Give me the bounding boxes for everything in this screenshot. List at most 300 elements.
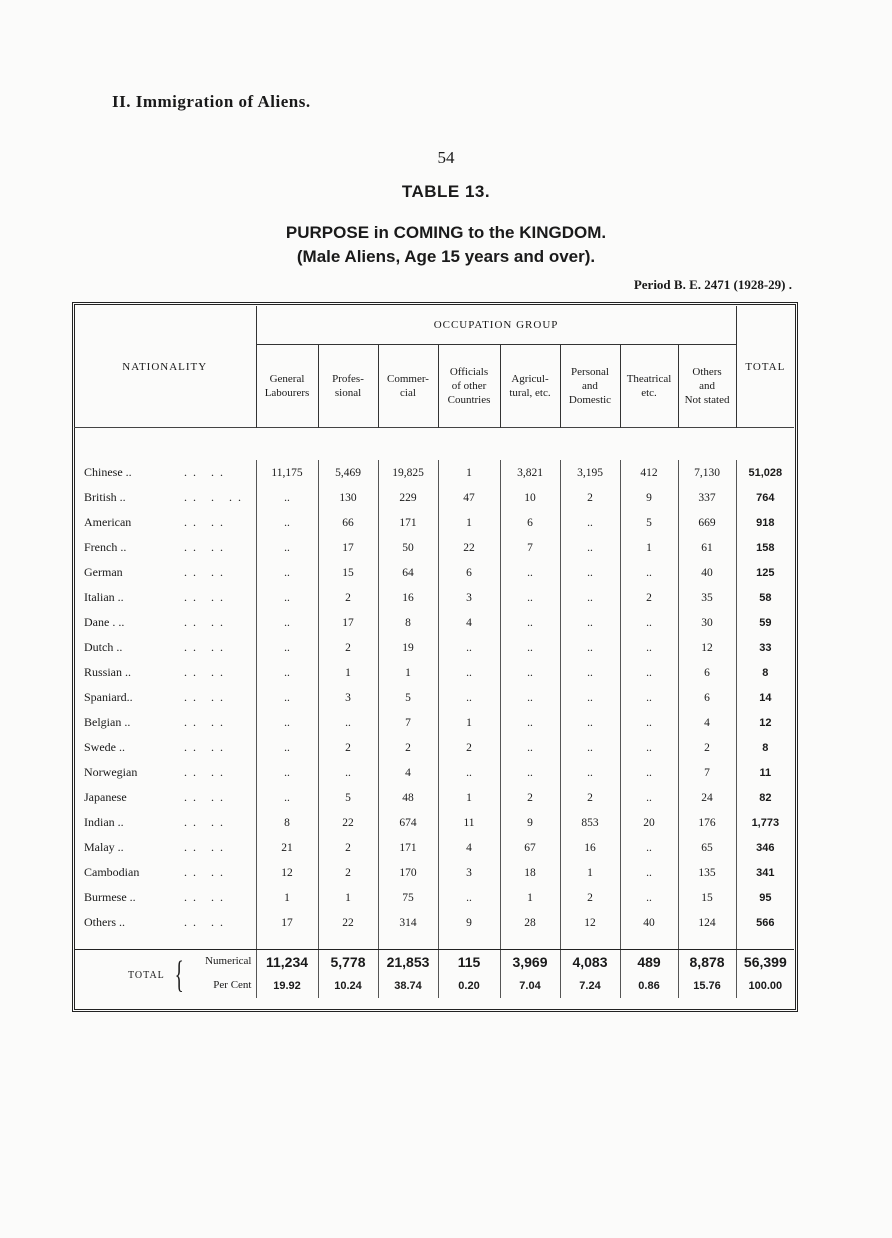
value-cell: 1 <box>620 535 678 560</box>
nationality-cell <box>74 885 256 910</box>
occupation-column-header <box>560 345 620 428</box>
leader-dots: .. .. <box>184 715 229 729</box>
row-total-cell: 8 <box>762 666 769 679</box>
row-total-cell: 33 <box>759 641 772 654</box>
value-cell: 1 <box>500 885 560 910</box>
value-cell: .. <box>560 610 620 635</box>
value-cell: 16 <box>560 835 620 860</box>
total-numerical-cell: 489 <box>620 950 678 975</box>
value-cell: 171 <box>378 510 438 535</box>
nationality-cell <box>74 710 256 735</box>
value-cell: .. <box>620 885 678 910</box>
row-total-cell: 14 <box>759 691 772 704</box>
value-cell: 1 <box>318 885 378 910</box>
header-line: tural, etc. <box>509 387 551 399</box>
leader-dots: .. . .. <box>184 490 247 504</box>
total-percent-cell: 15.76 <box>678 974 736 998</box>
nationality-cell <box>74 760 256 785</box>
value-cell: .. <box>318 760 378 785</box>
value-cell: 1 <box>318 660 378 685</box>
row-total-cell: 125 <box>756 566 775 579</box>
value-cell: 17 <box>318 535 378 560</box>
header-line: Personal <box>571 366 609 378</box>
value-cell: 5 <box>378 685 438 710</box>
table-row <box>74 835 794 860</box>
value-cell: 7 <box>500 535 560 560</box>
value-cell: 135 <box>678 860 736 885</box>
table-row <box>74 560 794 585</box>
value-cell: .. <box>256 685 318 710</box>
row-total-cell: 11 <box>759 766 772 779</box>
total-percent-cell: 7.04 <box>500 974 560 998</box>
value-cell: 17 <box>318 610 378 635</box>
period-label: Period B. E. 2471 (1928-29) . <box>633 277 792 292</box>
row-total-cell: 59 <box>759 616 772 629</box>
table-row <box>74 685 794 710</box>
occupation-column-header <box>256 345 318 428</box>
value-cell: .. <box>500 585 560 610</box>
value-cell: .. <box>256 585 318 610</box>
nationality-name: Cambodian <box>84 865 140 879</box>
occupation-group-header: OCCUPATION GROUP <box>256 306 736 345</box>
value-cell: 124 <box>678 910 736 935</box>
leader-dots: .. .. <box>184 690 229 704</box>
leader-dots: .. .. <box>184 790 229 804</box>
nationality-cell <box>74 735 256 760</box>
value-cell: 171 <box>378 835 438 860</box>
value-cell: 19 <box>378 635 438 660</box>
value-cell: .. <box>500 610 560 635</box>
value-cell: 3 <box>438 860 500 885</box>
table-title <box>0 221 892 269</box>
value-cell: .. <box>256 610 318 635</box>
value-cell: .. <box>500 685 560 710</box>
nationality-cell <box>74 910 256 935</box>
value-cell: 22 <box>318 810 378 835</box>
value-cell: .. <box>620 660 678 685</box>
value-cell: 5 <box>318 785 378 810</box>
value-cell: 2 <box>560 885 620 910</box>
table-row <box>74 510 794 535</box>
header-line: of other <box>451 380 487 392</box>
grand-total-cell: 56,399 <box>743 954 787 970</box>
value-cell: .. <box>438 685 500 710</box>
page-number: 54 <box>437 148 455 167</box>
leader-dots: .. .. <box>184 590 229 604</box>
total-percent-cell: 38.74 <box>378 974 438 998</box>
header-line: Theatrical <box>626 373 672 385</box>
header-line: and <box>582 380 598 392</box>
leader-dots: .. .. <box>184 640 229 654</box>
value-cell: 75 <box>378 885 438 910</box>
value-cell: 176 <box>678 810 736 835</box>
value-cell: .. <box>620 685 678 710</box>
total-percent-cell: 0.86 <box>620 974 678 998</box>
table-row <box>74 610 794 635</box>
value-cell: .. <box>560 560 620 585</box>
leader-dots: .. .. <box>184 890 229 904</box>
value-cell: 30 <box>678 610 736 635</box>
total-numerical-cell: 3,969 <box>500 950 560 975</box>
value-cell: 20 <box>620 810 678 835</box>
total-numerical-cell: 11,234 <box>256 950 318 975</box>
nationality-name: Burmese .. <box>84 890 136 904</box>
value-cell: 67 <box>500 835 560 860</box>
value-cell: 24 <box>678 785 736 810</box>
value-cell: .. <box>620 710 678 735</box>
totals-numerical-row <box>74 950 794 975</box>
row-total-cell: 58 <box>759 591 772 604</box>
nationality-name: Japanese <box>84 790 127 804</box>
value-cell: .. <box>620 785 678 810</box>
value-cell: .. <box>620 735 678 760</box>
leader-dots: .. .. <box>184 840 229 854</box>
totals-label: TOTAL <box>128 970 165 981</box>
value-cell: 1 <box>560 860 620 885</box>
value-cell: 21 <box>256 835 318 860</box>
value-cell: 314 <box>378 910 438 935</box>
leader-dots: .. .. <box>184 465 229 479</box>
value-cell: 6 <box>500 510 560 535</box>
nationality-name: Italian .. <box>84 590 124 604</box>
table-row <box>74 785 794 810</box>
occupation-column-header <box>318 345 378 428</box>
value-cell: .. <box>620 860 678 885</box>
nationality-cell <box>74 535 256 560</box>
value-cell: 1 <box>378 660 438 685</box>
nationality-name: Malay .. <box>84 840 124 854</box>
value-cell: 22 <box>438 535 500 560</box>
value-cell: 1 <box>438 460 500 485</box>
nationality-cell <box>74 610 256 635</box>
value-cell: 6 <box>678 660 736 685</box>
value-cell: 61 <box>678 535 736 560</box>
nationality-cell <box>74 460 256 485</box>
table-row <box>74 860 794 885</box>
nationality-cell <box>74 810 256 835</box>
nationality-header: NATIONALITY <box>74 306 256 428</box>
leader-dots: .. .. <box>184 915 229 929</box>
value-cell: 4 <box>438 835 500 860</box>
value-cell: 2 <box>500 785 560 810</box>
value-cell: 170 <box>378 860 438 885</box>
value-cell: .. <box>256 660 318 685</box>
table-row <box>74 460 794 485</box>
value-cell: 1 <box>438 785 500 810</box>
value-cell: .. <box>560 585 620 610</box>
leader-dots: .. .. <box>184 765 229 779</box>
nationality-cell <box>74 635 256 660</box>
value-cell: 22 <box>318 910 378 935</box>
value-cell: .. <box>438 885 500 910</box>
occupation-column-header <box>500 345 560 428</box>
value-cell: 64 <box>378 560 438 585</box>
value-cell: 8 <box>378 610 438 635</box>
value-cell: 3,821 <box>500 460 560 485</box>
brace-icon: { <box>174 954 184 996</box>
value-cell: .. <box>560 535 620 560</box>
value-cell: 35 <box>678 585 736 610</box>
leader-dots: .. .. <box>184 615 229 629</box>
value-cell: 229 <box>378 485 438 510</box>
table-row <box>74 535 794 560</box>
value-cell: 12 <box>678 635 736 660</box>
value-cell: 50 <box>378 535 438 560</box>
leader-dots: .. .. <box>184 815 229 829</box>
value-cell: .. <box>256 510 318 535</box>
header-line: Not stated <box>684 394 730 406</box>
totals-label-cell <box>74 950 256 999</box>
table-row <box>74 710 794 735</box>
value-cell: .. <box>500 560 560 585</box>
nationality-cell <box>74 560 256 585</box>
value-cell: 40 <box>620 910 678 935</box>
header-line: Profes- <box>332 373 364 385</box>
percent-total-cell: 100.00 <box>748 980 783 992</box>
nationality-name: Russian .. <box>84 665 132 679</box>
nationality-name: Swede .. <box>84 740 125 754</box>
nationality-name: Chinese .. <box>84 465 132 479</box>
value-cell: 674 <box>378 810 438 835</box>
nationality-cell <box>74 785 256 810</box>
section-heading: II. Immigration of Aliens. <box>112 92 311 111</box>
nationality-name: Others .. <box>84 915 125 929</box>
value-cell: 2 <box>560 785 620 810</box>
value-cell: .. <box>620 835 678 860</box>
table-row <box>74 810 794 835</box>
value-cell: 7 <box>678 760 736 785</box>
row-total-cell: 764 <box>756 491 775 504</box>
value-cell: 18 <box>500 860 560 885</box>
header-line: Labourers <box>264 387 310 399</box>
nationality-cell <box>74 510 256 535</box>
value-cell: 2 <box>318 585 378 610</box>
occupation-column-header <box>620 345 678 428</box>
value-cell: 4 <box>378 760 438 785</box>
value-cell: .. <box>256 785 318 810</box>
title-line-2: (Male Aliens, Age 15 years and over). <box>296 247 596 266</box>
table-row <box>74 485 794 510</box>
row-total-cell: 346 <box>756 841 775 854</box>
nationality-name: Norwegian <box>84 765 138 779</box>
header-line: Others <box>692 366 722 378</box>
value-cell: 48 <box>378 785 438 810</box>
value-cell: 2 <box>560 485 620 510</box>
row-total-cell: 918 <box>756 516 775 529</box>
value-cell: .. <box>620 560 678 585</box>
value-cell: 7,130 <box>678 460 736 485</box>
value-cell: 65 <box>678 835 736 860</box>
row-total-cell: 341 <box>756 866 775 879</box>
value-cell: 2 <box>678 735 736 760</box>
header-line: Domestic <box>568 394 612 406</box>
value-cell: .. <box>256 710 318 735</box>
header-line: Agricul- <box>511 373 549 385</box>
value-cell: 2 <box>318 860 378 885</box>
value-cell: .. <box>560 685 620 710</box>
value-cell: 1 <box>438 510 500 535</box>
value-cell: .. <box>560 735 620 760</box>
leader-dots: .. .. <box>184 740 229 754</box>
total-numerical-cell: 21,853 <box>378 950 438 975</box>
header-line: etc. <box>641 387 657 399</box>
row-total-cell: 8 <box>762 741 769 754</box>
header-line: Countries <box>447 394 491 406</box>
value-cell: 19,825 <box>378 460 438 485</box>
value-cell: 9 <box>500 810 560 835</box>
row-total-cell: 51,028 <box>748 466 783 479</box>
value-cell: 7 <box>378 710 438 735</box>
table-row <box>74 585 794 610</box>
nationality-name: French .. <box>84 540 127 554</box>
value-cell: 2 <box>318 735 378 760</box>
value-cell: 47 <box>438 485 500 510</box>
value-cell: 3 <box>318 685 378 710</box>
header-line: Commer- <box>387 373 429 385</box>
row-total-cell: 12 <box>759 716 772 729</box>
value-cell: 5 <box>620 510 678 535</box>
value-cell: .. <box>438 760 500 785</box>
title-line-1: PURPOSE in COMING to the KINGDOM. <box>285 223 607 242</box>
total-percent-cell: 19.92 <box>256 974 318 998</box>
row-total-cell: 95 <box>759 891 772 904</box>
value-cell: 1 <box>256 885 318 910</box>
header-line: and <box>699 380 715 392</box>
row-total-cell: 158 <box>756 541 775 554</box>
value-cell: .. <box>256 635 318 660</box>
value-cell: 17 <box>256 910 318 935</box>
value-cell: .. <box>620 610 678 635</box>
value-cell: .. <box>620 635 678 660</box>
total-percent-cell: 10.24 <box>318 974 378 998</box>
value-cell: 1 <box>438 710 500 735</box>
nationality-name: American <box>84 515 132 529</box>
value-cell: 66 <box>318 510 378 535</box>
table-row <box>74 910 794 935</box>
value-cell: 11,175 <box>256 460 318 485</box>
nationality-name: Indian .. <box>84 815 124 829</box>
percent-label: Per Cent <box>213 979 252 991</box>
value-cell: .. <box>560 660 620 685</box>
numerical-label: Numerical <box>205 955 252 967</box>
header-line: sional <box>334 387 362 399</box>
value-cell: .. <box>256 560 318 585</box>
leader-dots: .. .. <box>184 540 229 554</box>
nationality-cell <box>74 860 256 885</box>
nationality-name: Belgian .. <box>84 715 131 729</box>
value-cell: 669 <box>678 510 736 535</box>
value-cell: .. <box>560 635 620 660</box>
row-total-cell: 82 <box>759 791 772 804</box>
leader-dots: .. .. <box>184 565 229 579</box>
nationality-cell <box>74 660 256 685</box>
table-label: TABLE 13. <box>401 182 491 201</box>
value-cell: 4 <box>438 610 500 635</box>
table-row <box>74 635 794 660</box>
table-row <box>74 735 794 760</box>
value-cell: .. <box>318 710 378 735</box>
nationality-name: Dane . .. <box>84 615 125 629</box>
total-percent-cell: 0.20 <box>438 974 500 998</box>
value-cell: 3,195 <box>560 460 620 485</box>
value-cell: 337 <box>678 485 736 510</box>
value-cell: .. <box>256 535 318 560</box>
value-cell: .. <box>620 760 678 785</box>
value-cell: 3 <box>438 585 500 610</box>
value-cell: .. <box>256 735 318 760</box>
total-percent-cell: 7.24 <box>560 974 620 998</box>
nationality-cell <box>74 685 256 710</box>
value-cell: 5,469 <box>318 460 378 485</box>
nationality-name: Dutch .. <box>84 640 123 654</box>
leader-dots: .. .. <box>184 865 229 879</box>
occupation-column-header <box>678 345 736 428</box>
value-cell: 8 <box>256 810 318 835</box>
value-cell: 12 <box>256 860 318 885</box>
value-cell: .. <box>560 510 620 535</box>
value-cell: 10 <box>500 485 560 510</box>
occupation-column-header <box>378 345 438 428</box>
occupation-column-header <box>438 345 500 428</box>
leader-dots: .. .. <box>184 515 229 529</box>
nationality-cell <box>74 585 256 610</box>
value-cell: .. <box>438 635 500 660</box>
spacer-row <box>74 438 794 460</box>
value-cell: 15 <box>318 560 378 585</box>
value-cell: 40 <box>678 560 736 585</box>
value-cell: 9 <box>620 485 678 510</box>
total-numerical-cell: 5,778 <box>318 950 378 975</box>
value-cell: 853 <box>560 810 620 835</box>
value-cell: .. <box>438 660 500 685</box>
value-cell: 12 <box>560 910 620 935</box>
value-cell: 130 <box>318 485 378 510</box>
value-cell: 2 <box>318 835 378 860</box>
nationality-cell <box>74 485 256 510</box>
total-numerical-cell: 8,878 <box>678 950 736 975</box>
value-cell: 2 <box>620 585 678 610</box>
value-cell: .. <box>500 760 560 785</box>
table-row <box>74 885 794 910</box>
spacer-row <box>74 428 794 439</box>
value-cell: 412 <box>620 460 678 485</box>
total-header: TOTAL <box>745 360 786 373</box>
nationality-name: German <box>84 565 123 579</box>
spacer-row <box>74 935 794 950</box>
table-row <box>74 760 794 785</box>
purpose-table <box>74 306 794 998</box>
value-cell: .. <box>560 710 620 735</box>
value-cell: .. <box>256 485 318 510</box>
header-line: General <box>269 373 305 385</box>
value-cell: 2 <box>438 735 500 760</box>
value-cell: .. <box>256 760 318 785</box>
value-cell: 16 <box>378 585 438 610</box>
header-line: cial <box>400 387 416 399</box>
value-cell: 2 <box>318 635 378 660</box>
total-numerical-cell: 4,083 <box>560 950 620 975</box>
value-cell: 28 <box>500 910 560 935</box>
value-cell: 15 <box>678 885 736 910</box>
row-total-cell: 566 <box>756 916 775 929</box>
nationality-name: Spaniard.. <box>84 690 133 704</box>
value-cell: 6 <box>678 685 736 710</box>
table-row <box>74 660 794 685</box>
value-cell: 2 <box>378 735 438 760</box>
row-total-cell: 1,773 <box>751 816 780 829</box>
total-numerical-cell: 115 <box>438 950 500 975</box>
value-cell: .. <box>560 760 620 785</box>
